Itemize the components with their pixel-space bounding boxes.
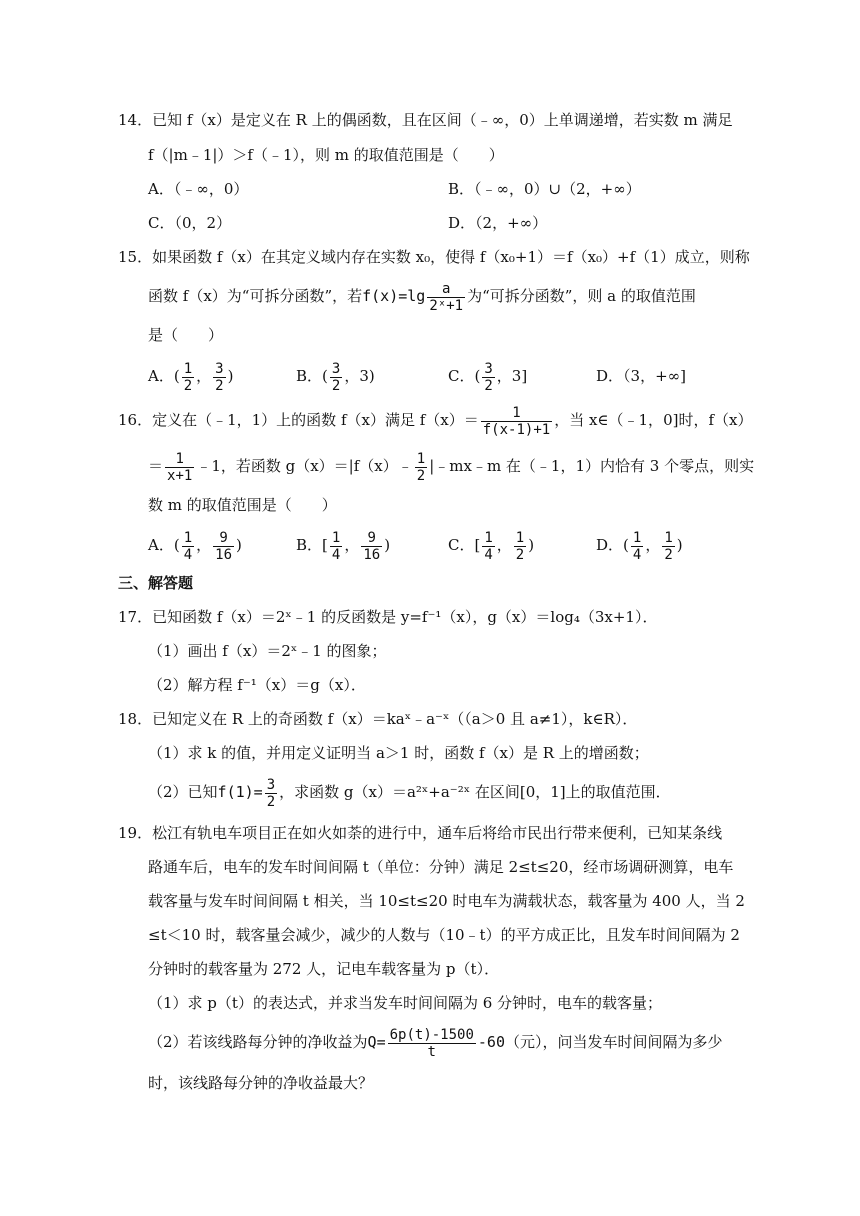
q16-line2-mid: ﹣1，若函数 g（x）＝|f（x）﹣ xyxy=(196,457,413,475)
q17-sub1: （1）画出 f（x）＝2ˣ﹣1 的图象； xyxy=(148,642,387,660)
q15-option-b-label: B． xyxy=(296,367,323,385)
q14-option-b: B．（﹣∞，0）∪（2，+∞） xyxy=(448,180,641,198)
q16-fraction-3: $\frac{1}{2}$ xyxy=(416,450,426,484)
q15-option-b: B．( $\frac{3}{2}$ ，3) xyxy=(296,360,375,394)
q16-line1-pre: 16．定义在（﹣1，1）上的函数 f（x）满足 f（x）＝ xyxy=(118,411,479,429)
q18-fraction: $\frac{3}{2}$ xyxy=(266,776,276,810)
q19-fraction: $\frac{6p(t)-1500}{t}$ xyxy=(389,1026,474,1060)
q18-sub2-pre: （2）已知 xyxy=(148,783,218,801)
section-title: 三、解答题 xyxy=(118,574,194,592)
q15-frac-num: a xyxy=(441,280,451,297)
q15-frac-den: 2ˣ+1 xyxy=(429,297,464,314)
q16-fraction-1: $\frac{1}{f(x-1)+1}$ xyxy=(482,404,551,438)
q16-option-d: D．( $\frac{1}{4}$ ， $\frac{1}{2}$ ) xyxy=(596,529,683,563)
q15-option-c: C．( $\frac{3}{2}$ ，3] xyxy=(448,360,528,394)
q15-line2-post: 为“可拆分函数”，则 a 的取值范围 xyxy=(467,287,696,305)
q19-last-line: 时，该线路每分钟的净收益最大？ xyxy=(148,1074,374,1092)
q15-fraction xyxy=(427,281,465,314)
q17-sub2: （2）解方程 f⁻¹（x）＝g（x）． xyxy=(148,676,366,694)
q18-sub2 xyxy=(148,772,671,812)
q19-sub2-tail: -60 xyxy=(477,1033,505,1051)
q16-line1 xyxy=(118,400,752,440)
q16-option-a-label: A． xyxy=(148,536,174,554)
q14-line2: f（|m﹣1|）＞f（﹣1），则 m 的取值范围是（ ） xyxy=(148,146,504,164)
q16-line2-pre: ＝ xyxy=(148,457,164,475)
q19-sub2-post: （元），问当发车时间间隔为多少 xyxy=(505,1033,723,1051)
q19-line3: 载客量与发车时间间隔 t 相关，当 10≤t≤20 时电车为满载状态，载客量为 400 人，当 2 xyxy=(148,892,745,910)
q16-option-c: C．[ $\frac{1}{4}$ ， $\frac{1}{2}$ ) xyxy=(448,529,535,563)
q15-option-c-label: C． xyxy=(448,367,475,385)
q19-sub2-q: Q= xyxy=(367,1033,386,1051)
q16-fraction-2: $\frac{1}{x+1}$ xyxy=(167,450,193,484)
q19-sub2-pre: （2）若该线路每分钟的净收益为 xyxy=(148,1033,368,1051)
q14-option-c: C．（0，2） xyxy=(148,214,232,232)
q16-option-d-label: D． xyxy=(596,536,624,554)
q19-line2: 路通车后，电车的发车时间间隔 t（单位：分钟）满足 2≤t≤20，经市场调研测算，电车 xyxy=(148,858,734,876)
q16-line2 xyxy=(148,446,754,486)
q16-option-b: B．[ $\frac{1}{4}$ ， $\frac{9}{16}$ ) xyxy=(296,529,391,563)
q18-sub2-post: ，求函数 g（x）＝a²ˣ+a⁻²ˣ 在区间[0，1]上的取值范围． xyxy=(279,783,671,801)
q15-option-a: A．( $\frac{1}{2}$ ， $\frac{3}{2}$ ) xyxy=(148,360,234,394)
q14-option-d: D．（2，+∞） xyxy=(448,214,548,232)
q16-option-b-label: B． xyxy=(296,536,323,554)
q16-option-c-label: C． xyxy=(448,536,475,554)
q19-line4: ≤t＜10 时，载客量会减少，减少的人数与（10﹣t）的平方成正比，且发车时间间隔为 2 xyxy=(148,926,740,944)
q15-line3: 是（ ） xyxy=(148,326,224,344)
q16-line1-post: ，当 x∈（﹣1，0]时，f（x） xyxy=(554,411,753,429)
q18-line1: 18．已知定义在 R 上的奇函数 f（x）＝kaˣ﹣a⁻ˣ（（a＞0 且 a≠1），k∈R）． xyxy=(118,710,638,728)
q15-option-a-label: A． xyxy=(148,367,174,385)
q16-line2-post: |﹣mx﹣m 在（﹣1，1）内恰有 3 个零点，则实 xyxy=(429,457,755,475)
q18-sub1: （1）求 k 的值，并用定义证明当 a＞1 时，函数 f（x）是 R 上的增函数； xyxy=(148,744,649,762)
q14-line1: 14．已知 f（x）是定义在 R 上的偶函数，且在区间（﹣∞，0）上单调递增，若实数 m 满足 xyxy=(118,111,733,129)
q15-fx: f(x)=lg xyxy=(362,287,426,305)
q14-option-a: A．（﹣∞，0） xyxy=(148,180,249,198)
q17-line1: 17．已知函数 f（x）＝2ˣ﹣1 的反函数是 y=f⁻¹（x），g（x）＝log₄（3x+1）． xyxy=(118,608,658,626)
q19-line1: 19．松江有轨电车项目正在如火如荼的进行中，通车后将给市民出行带来便利，已知某条线 xyxy=(118,824,723,842)
q19-line5: 分钟时的载客量为 272 人，记电车载客量为 p（t）． xyxy=(148,960,500,978)
q16-option-a: A．( $\frac{1}{4}$ ， $\frac{9}{16}$ ) xyxy=(148,529,242,563)
q16-line3: 数 m 的取值范围是（ ） xyxy=(148,496,337,514)
q15-line2 xyxy=(148,276,696,316)
q19-sub1: （1）求 p（t）的表达式，并求当发车时间间隔为 6 分钟时，电车的载客量； xyxy=(148,994,663,1012)
q19-sub2 xyxy=(148,1022,723,1062)
q18-sub2-fx: f(1)= xyxy=(217,783,263,801)
q15-option-d: D．（3，+∞] xyxy=(596,367,686,385)
q15-line1: 15．如果函数 f（x）在其定义域内存在实数 x₀，使得 f（x₀+1）＝f（x₀）+f（1）成立，则称 xyxy=(118,248,750,266)
q15-line2-pre: 函数 f（x）为“可拆分函数”，若 xyxy=(148,287,363,305)
